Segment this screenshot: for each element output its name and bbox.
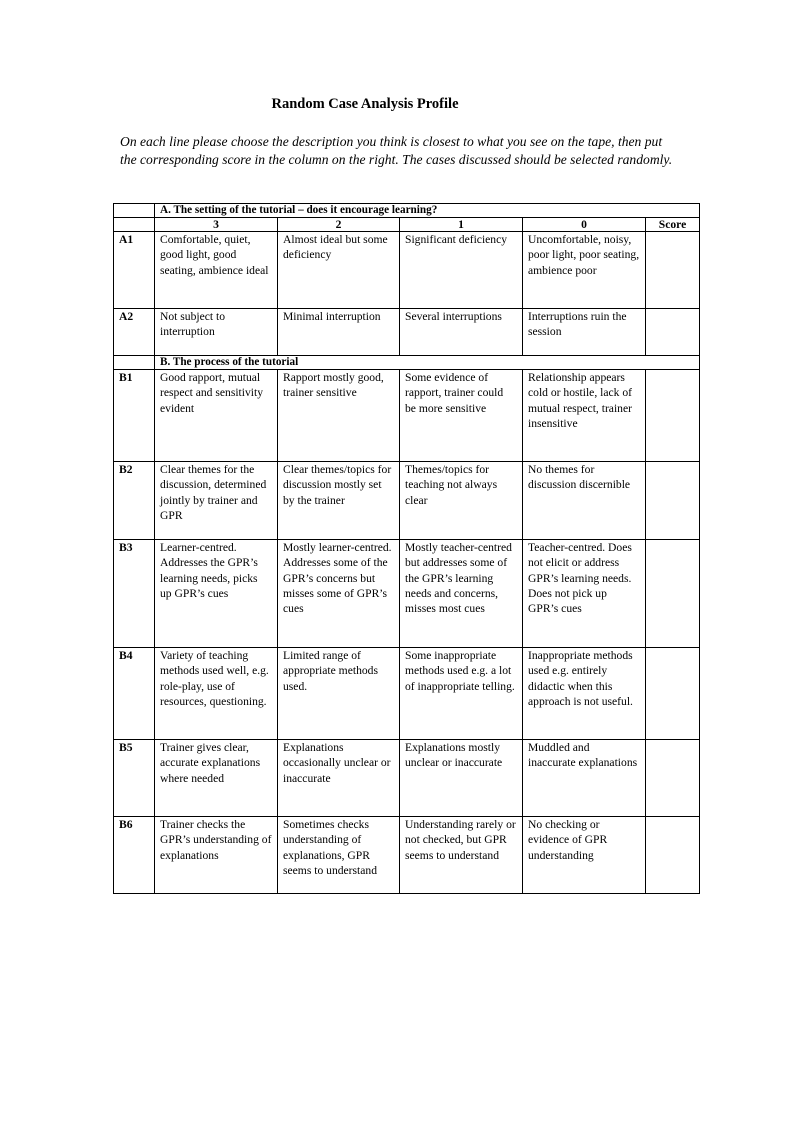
table-row [114, 309, 700, 356]
score-header-score: Score [646, 218, 700, 232]
row-id: B2 [114, 462, 155, 540]
descriptor-score-2[interactable]: Clear themes/topics for discussion mostly set by the trainer [278, 462, 400, 540]
descriptor-score-2[interactable]: Minimal interruption [278, 309, 400, 356]
descriptor-score-1[interactable]: Significant deficiency [400, 232, 523, 309]
blank-cell [114, 218, 155, 232]
descriptor-score-1[interactable]: Mostly teacher-centred but addresses some of the GPR’s learning needs and concerns, misses most cues [400, 540, 523, 648]
descriptor-score-1[interactable]: Themes/topics for teaching not always clear [400, 462, 523, 540]
section-b-header [114, 356, 700, 370]
descriptor-score-2[interactable]: Rapport mostly good, trainer sensitive [278, 370, 400, 462]
table-row [114, 648, 700, 740]
descriptor-score-0[interactable]: No themes for discussion discernible [523, 462, 646, 540]
score-input[interactable] [646, 232, 700, 309]
descriptor-score-3[interactable]: Not subject to interruption [155, 309, 278, 356]
descriptor-score-3[interactable]: Trainer gives clear, accurate explanations where needed [155, 740, 278, 817]
descriptor-score-1[interactable]: Understanding rarely or not checked, but GPR seems to understand [400, 817, 523, 894]
score-input[interactable] [646, 817, 700, 894]
descriptor-score-3[interactable]: Trainer checks the GPR’s understanding of explanations [155, 817, 278, 894]
section-b-title: B. The process of the tutorial [155, 356, 700, 370]
descriptor-score-0[interactable]: Uncomfortable, noisy, poor light, poor seating, ambience poor [523, 232, 646, 309]
row-id: B1 [114, 370, 155, 462]
row-id: A1 [114, 232, 155, 309]
score-input[interactable] [646, 648, 700, 740]
descriptor-score-0[interactable]: No checking or evidence of GPR understanding [523, 817, 646, 894]
table-row [114, 462, 700, 540]
descriptor-score-2[interactable]: Limited range of appropriate methods used. [278, 648, 400, 740]
table-row [114, 740, 700, 817]
descriptor-score-1[interactable]: Some evidence of rapport, trainer could be more sensitive [400, 370, 523, 462]
descriptor-score-3[interactable]: Learner-centred. Addresses the GPR’s learning needs, picks up GPR’s cues [155, 540, 278, 648]
score-header-0: 0 [523, 218, 646, 232]
row-id: B4 [114, 648, 155, 740]
descriptor-score-3[interactable]: Good rapport, mutual respect and sensitivity evident [155, 370, 278, 462]
assessment-table [113, 203, 700, 894]
blank-cell [114, 204, 155, 218]
table-row [114, 232, 700, 309]
row-id: B5 [114, 740, 155, 817]
score-input[interactable] [646, 309, 700, 356]
descriptor-score-2[interactable]: Mostly learner-centred. Addresses some of the GPR’s concerns but misses some of GPR’s cues [278, 540, 400, 648]
page-title: Random Case Analysis Profile [271, 96, 459, 112]
section-a-header [114, 204, 700, 218]
descriptor-score-1[interactable]: Several interruptions [400, 309, 523, 356]
descriptor-score-0[interactable]: Muddled and inaccurate explanations [523, 740, 646, 817]
table-row [114, 540, 700, 648]
instructions: On each line please choose the description you think is closest to what you see on the tape, then put the corresponding score in the column on the right. The cases discussed should be selected randomly. [120, 134, 673, 167]
table-row [114, 817, 700, 894]
table-row [114, 370, 700, 462]
descriptor-score-0[interactable]: Inappropriate methods used e.g. entirely didactic when this approach is not useful. [523, 648, 646, 740]
descriptor-score-1[interactable]: Explanations mostly unclear or inaccurate [400, 740, 523, 817]
score-header-row [114, 218, 700, 232]
descriptor-score-3[interactable]: Variety of teaching methods used well, e.g. role-play, use of resources, questioning. [155, 648, 278, 740]
score-input[interactable] [646, 740, 700, 817]
score-header-3: 3 [155, 218, 278, 232]
descriptor-score-3[interactable]: Comfortable, quiet, good light, good seating, ambience ideal [155, 232, 278, 309]
descriptor-score-2[interactable]: Almost ideal but some deficiency [278, 232, 400, 309]
row-id: A2 [114, 309, 155, 356]
score-header-1: 1 [400, 218, 523, 232]
section-a-title: A. The setting of the tutorial – does it encourage learning? [155, 204, 700, 218]
score-input[interactable] [646, 462, 700, 540]
row-id: B3 [114, 540, 155, 648]
descriptor-score-2[interactable]: Explanations occasionally unclear or inaccurate [278, 740, 400, 817]
descriptor-score-0[interactable]: Relationship appears cold or hostile, lack of mutual respect, trainer insensitive [523, 370, 646, 462]
score-input[interactable] [646, 540, 700, 648]
descriptor-score-0[interactable]: Interruptions ruin the session [523, 309, 646, 356]
blank-cell [114, 356, 155, 370]
descriptor-score-0[interactable]: Teacher-centred. Does not elicit or address GPR’s learning needs. Does not pick up GPR’s cues [523, 540, 646, 648]
descriptor-score-1[interactable]: Some inappropriate methods used e.g. a lot of inappropriate telling. [400, 648, 523, 740]
score-header-2: 2 [278, 218, 400, 232]
row-id: B6 [114, 817, 155, 894]
score-input[interactable] [646, 370, 700, 462]
descriptor-score-3[interactable]: Clear themes for the discussion, determined jointly by trainer and GPR [155, 462, 278, 540]
descriptor-score-2[interactable]: Sometimes checks understanding of explanations, GPR seems to understand [278, 817, 400, 894]
